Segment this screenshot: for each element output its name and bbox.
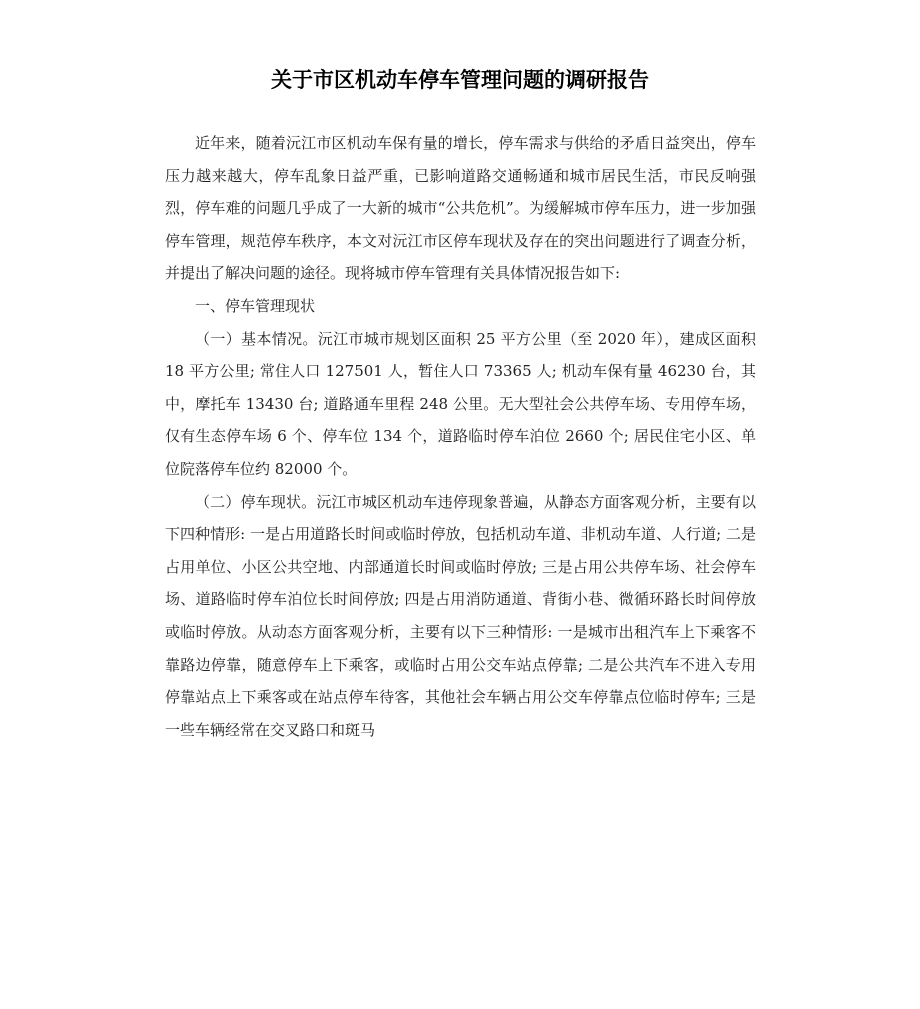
paragraph-parking-status: （二）停车现状。沅江市城区机动车违停现象普遍，从静态方面客观分析，主要有以下四种情形: 一是占用道路长时间或临时停放，包括机动车道、非机动车道、人行道; 二是占用单位、小区公共空地、内部通道长时间或临时停放; 三是占用公共停车场、社会停车场、道路临时停车泊位长时间停放; 四是占用消防通道、背街小巷、微循环路长时间停放或临时停放。从动态方面客观分析，主要有以下三种情形: 一是城市出租汽车上下乘客不靠路边停靠，随意停车上下乘客，或临时占用公交车站点停靠; 二是公共汽车不进入专用停靠站点上下乘客或在站点停车待客，其他社会车辆占用公交车停靠点位临时停车; 三是一些车辆经常在交叉路口和斑马 [165, 492, 756, 739]
paragraph-intro: 近年来，随着沅江市区机动车保有量的增长，停车需求与供给的矛盾日益突出，停车压力越来越大，停车乱象日益严重，已影响道路交通畅通和城市居民生活，市民反响强烈，停车难的问题几乎成了一大新的城市“公共危机”。为缓解城市停车压力，进一步加强停车管理，规范停车秩序，本文对沅江市区停车现状及存在的突出问题进行了调查分析，并提出了解决问题的途径。现将城市停车管理有关具体情况报告如下: [165, 134, 756, 283]
document-body [165, 127, 756, 746]
paragraph-basic-situation: （一）基本情况。沅江市城市规划区面积 25 平方公里（至 2020 年），建成区面积 18 平方公里; 常住人口 127501 人，暂住人口 73365 人; 机动车保有量 46230 台，其中，摩托车 13430 台; 道路通车里程 248 公里。无大型社会公共停车场、专用停车场，仅有生态停车场 6 个、停车位 134 个，道路临时停车泊位 2660 个; 居民住宅小区、单位院落停车位约 82000 个。 [165, 329, 756, 478]
section-heading-parking-status: 一、停车管理现状 [195, 296, 316, 315]
document-title: 关于市区机动车停车管理问题的调研报告 [271, 68, 649, 92]
